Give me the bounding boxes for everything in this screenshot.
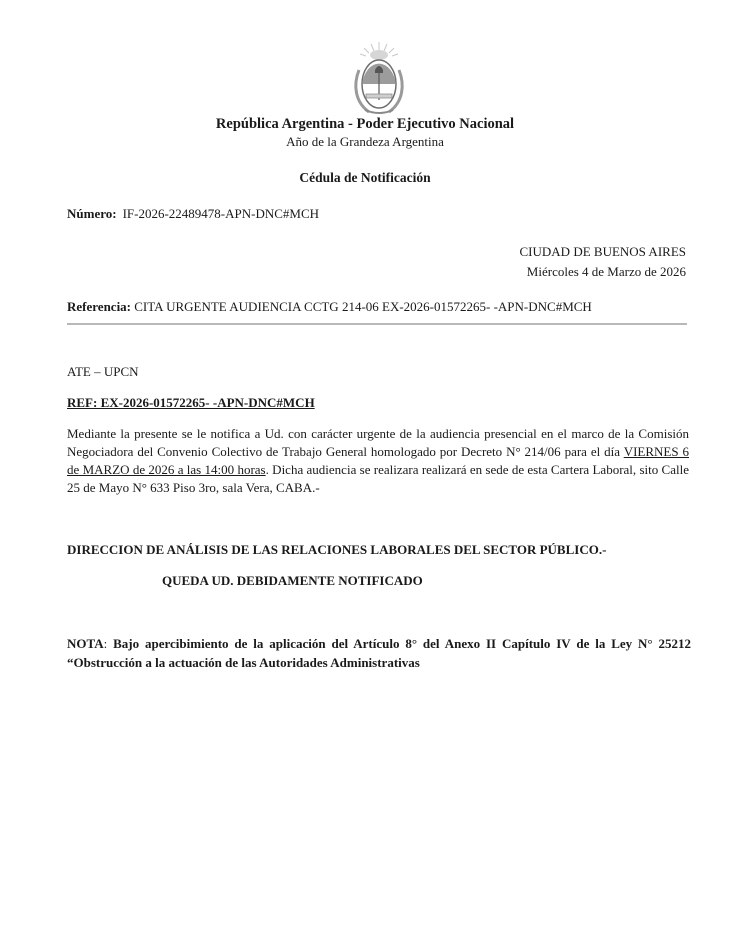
legal-note: [67, 634, 691, 672]
document-number-label: Número:: [67, 206, 117, 221]
body-text-part1: Mediante la presente se le notifica a Ud. con carácter urgente de la audiencia presencial en el marco de la Comisión Negociadora del Convenio Colectivo de Trabajo General homologado por Decreto N° 214/06 para el día: [67, 426, 689, 459]
legal-note-colon: :: [103, 636, 108, 651]
header-title: República Argentina - Poder Ejecutivo Nacional: [215, 116, 515, 132]
reference-label: Referencia:: [67, 299, 132, 314]
document-title: Cédula de Notificación: [299, 170, 431, 185]
reference: [67, 299, 592, 315]
body-paragraph: [67, 425, 689, 497]
document-number: [67, 206, 319, 222]
addressee: ATE – UPCN: [67, 364, 139, 379]
issuing-office: DIRECCION DE ANÁLISIS DE LAS RELACIONES LABORALES DEL SECTOR PÚBLICO.-: [67, 542, 607, 557]
document-number-value: IF-2026-22489478-APN-DNC#MCH: [122, 206, 320, 221]
divider: [67, 323, 687, 325]
legal-note-text: Bajo apercibimiento de la aplicación del Artículo 8° del Anexo II Capítulo IV de la Ley N° 25212 “Obstrucción a la actuación de las Autoridades Administrativas: [67, 636, 691, 670]
coat-of-arms-argentina-icon: [351, 40, 407, 118]
body-text-part2: . Dicha audiencia se realizara realizará en sede de esta Cartera Laboral, sito Calle 25 de Mayo N° 633 Piso 3ro, sala Vera, CABA.-: [67, 462, 689, 495]
hearing-date-time: VIERNES 6 de MARZO de 2026 a las 14:00 horas: [67, 444, 689, 477]
notified-statement: QUEDA UD. DEBIDAMENTE NOTIFICADO: [162, 573, 423, 588]
reference-line: REF: EX-2026-01572265- -APN-DNC#MCH: [67, 395, 315, 410]
reference-value: CITA URGENTE AUDIENCIA CCTG 214-06 EX-2026-01572265- -APN-DNC#MCH: [134, 299, 592, 314]
city: CIUDAD DE BUENOS AIRES: [519, 244, 686, 259]
header-subtitle: Año de la Grandeza Argentina: [286, 134, 444, 149]
legal-note-label: NOTA: [67, 636, 104, 651]
document-date: Miércoles 4 de Marzo de 2026: [526, 264, 686, 279]
